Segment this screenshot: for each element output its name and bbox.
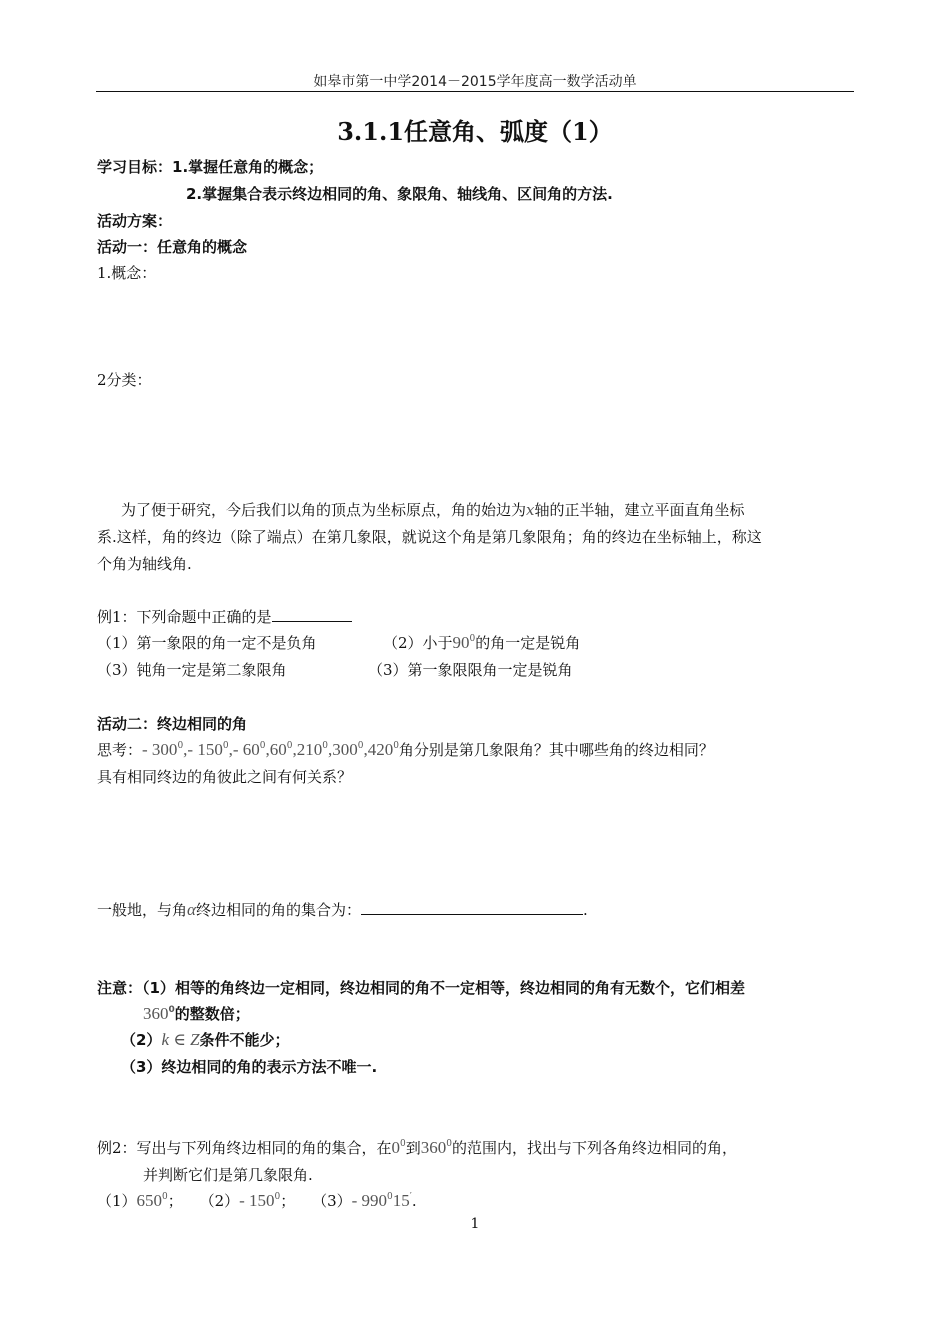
think-line1 xyxy=(97,739,714,760)
example1-option-3: （3）钝角一定是第二象限角 xyxy=(97,661,287,679)
ex2-text-a: 例2：写出与下列角终边相同的角的集合，在 xyxy=(97,1139,392,1157)
ex2-360: 360 xyxy=(420,1138,447,1157)
p1-label: （1） xyxy=(97,1192,137,1210)
page-number: 1 xyxy=(470,1216,480,1232)
p3-end: . xyxy=(411,1192,417,1210)
prime-mark: ′ xyxy=(409,1192,412,1202)
degree-mark: 0 xyxy=(357,741,364,751)
angle-4: ,60 xyxy=(265,740,287,759)
ex2-text-c: 的范围内，找出与下列各角终边相同的角， xyxy=(452,1139,738,1157)
general-text-a: 一般地，与角 xyxy=(97,901,188,919)
degree-mark: 0 xyxy=(387,1192,393,1202)
angle-2: ,- 150 xyxy=(183,740,223,759)
degree-mark: 0 xyxy=(400,1139,406,1149)
activity1-paragraph-line2: 系.这样，角的终边（除了端点）在第几象限，就说这个角是第几象限角；角的终边在坐标轴上，称这 xyxy=(97,528,762,546)
opt2-angle: 90 xyxy=(452,633,470,652)
sep-2: ； xyxy=(280,1192,296,1210)
p1-value: 650 xyxy=(136,1191,163,1210)
sep-1: ； xyxy=(167,1192,183,1210)
degree-mark: 0 xyxy=(259,741,266,751)
degree-mark: 0 xyxy=(469,634,476,644)
para-text-2: 轴的正半轴，建立平面直角坐标 xyxy=(534,501,745,519)
think-rest: 角分别是第几象限角？其中哪些角的终边相同？ xyxy=(398,741,714,759)
page-title: 3.1.1任意角、弧度（1） xyxy=(337,117,613,146)
example1-option-4: （3）第一象限限角一定是锐角 xyxy=(368,661,573,679)
p3-label: （3） xyxy=(312,1192,352,1210)
opt2-text-a: （2）小于 xyxy=(383,634,453,652)
ex2-zero: 0 xyxy=(391,1138,401,1157)
example2-line2: 并判断它们是第几象限角. xyxy=(143,1166,313,1184)
para-text-1: 为了便于研究，今后我们以角的顶点为坐标原点，角的始边为 xyxy=(121,501,527,519)
degree-mark: 0 xyxy=(446,1139,453,1149)
degree-mark: 0 xyxy=(274,1192,281,1202)
angle-5: ,210 xyxy=(292,740,323,759)
k-in-z: k ∈ Z xyxy=(161,1030,200,1049)
note-line2-text: 的整数倍； xyxy=(174,1005,250,1023)
p2-label: （2） xyxy=(199,1192,240,1210)
note-item2 xyxy=(121,1029,290,1050)
degree-mark: 0 xyxy=(162,1192,168,1202)
p2-value: - 150 xyxy=(239,1191,275,1210)
objective-1: 1.掌握任意角的概念； xyxy=(172,158,324,176)
degree-mark: 0 xyxy=(177,741,184,751)
activity1-title: 活动一：任意角的概念 xyxy=(97,238,248,256)
example1-stem-text: 例1：下列命题中正确的是 xyxy=(97,608,272,626)
angle-6: ,300 xyxy=(327,740,358,759)
note-line2 xyxy=(143,1003,250,1024)
classify-label: 2分类： xyxy=(97,371,152,389)
note-360: 360 xyxy=(143,1004,169,1023)
angle-7: ,420 xyxy=(363,740,394,759)
degree-mark: 0 xyxy=(168,1005,175,1015)
degree-mark: 0 xyxy=(322,741,328,751)
plan-label: 活动方案： xyxy=(97,212,173,230)
example2-problems xyxy=(97,1190,417,1211)
p3-minutes: 15 xyxy=(392,1191,410,1210)
activity1-paragraph-line3: 个角为轴线角. xyxy=(97,555,192,573)
note-item2-text: 条件不能少； xyxy=(199,1031,290,1049)
opt2-text-b: 的角一定是锐角 xyxy=(475,634,581,652)
note-item2-label: （2） xyxy=(121,1031,162,1049)
alpha-symbol: α xyxy=(187,900,196,919)
example1-answer-blank[interactable] xyxy=(272,607,352,622)
angle-1: - 300 xyxy=(142,740,178,759)
angle-3: ,- 60 xyxy=(228,740,260,759)
note-line1: 注意：（1）相等的角终边一定相同，终边相同的角不一定相等，终边相同的角有无数个，它们相差 xyxy=(97,979,745,997)
objectives-label: 学习目标： xyxy=(97,158,173,176)
objectives-line1 xyxy=(97,156,323,177)
note-item3: （3）终边相同的角的表示方法不唯一. xyxy=(121,1058,378,1076)
activity2-title: 活动二：终边相同的角 xyxy=(97,715,248,733)
example1-stem xyxy=(97,606,352,627)
example1-option-2 xyxy=(383,632,580,653)
example1-option-1: （1）第一象限的角一定不是负角 xyxy=(97,634,317,652)
page-header: 如皋市第一中学2014－2015学年度高一数学活动单 xyxy=(313,74,637,90)
general-statement xyxy=(97,899,588,920)
general-text-b: 终边相同的角的集合为： xyxy=(195,901,361,919)
x-axis-symbol: x xyxy=(526,501,535,519)
header-divider xyxy=(96,91,854,92)
general-end: . xyxy=(582,901,588,919)
general-answer-blank[interactable] xyxy=(361,900,583,915)
example2-line1 xyxy=(97,1137,737,1158)
concept-label: 1.概念： xyxy=(97,264,157,282)
objective-2: 2.掌握集合表示终边相同的角、象限角、轴线角、区间角的方法. xyxy=(186,185,613,203)
degree-mark: 0 xyxy=(222,741,229,751)
think-label: 思考： xyxy=(97,741,143,759)
degree-mark: 0 xyxy=(393,741,399,751)
ex2-text-b: 到 xyxy=(405,1139,421,1157)
activity1-paragraph-line1 xyxy=(121,499,745,520)
think-line2: 具有相同终边的角彼此之间有何关系？ xyxy=(97,768,353,786)
degree-mark: 0 xyxy=(286,741,293,751)
p3-value: - 990 xyxy=(351,1191,388,1210)
